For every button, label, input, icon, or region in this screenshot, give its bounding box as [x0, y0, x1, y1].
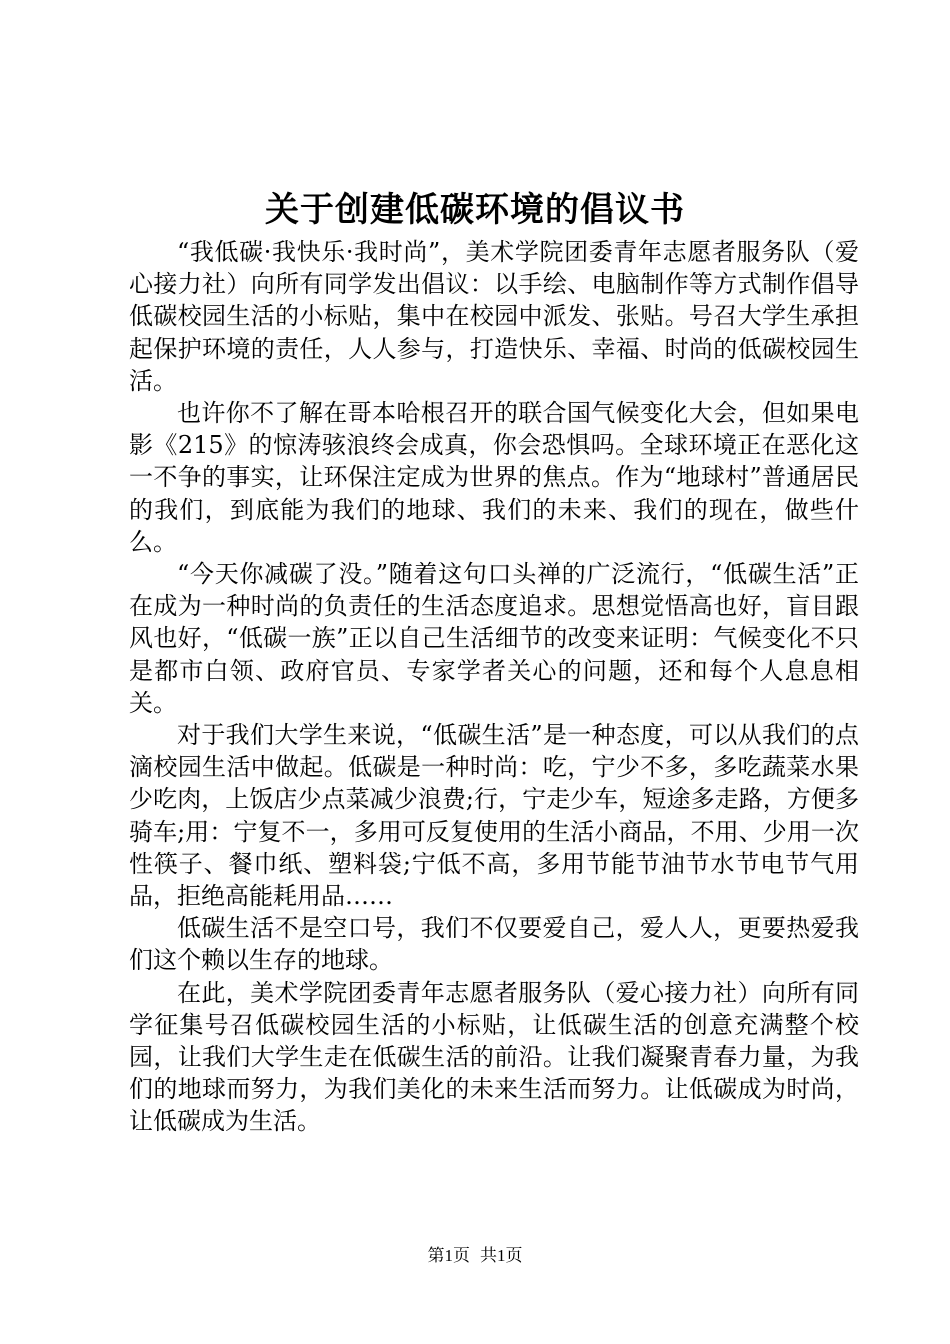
- paragraph: 对于我们大学生来说，“低碳生活”是一种态度，可以从我们的点滴校园生活中做起。低碳是一种时尚：吃，宁少不多，多吃蔬菜水果少吃肉，上饭店少点菜减少浪费;行，宁走少车，短途多走路，方便多骑车;用：宁复不一，多用可反复使用的生活小商品，不用、少用一次性筷子、餐巾纸、塑料袋;宁低不高，多用节能节油节水节电节气用品，拒绝高能耗用品……: [129, 721, 859, 911]
- paragraph: “今天你减碳了没。”随着这句口头禅的广泛流行，“低碳生活”正在成为一种时尚的负责任的生活态度追求。思想觉悟高也好，盲目跟风也好，“低碳一族”正以自己生活细节的改变来证明：气候变化不只是都市白领、政府官员、专家学者关心的问题，还和每个人息息相关。: [129, 560, 859, 717]
- page-number-current: 第1页: [427, 1246, 470, 1265]
- page-footer: [0, 1244, 950, 1268]
- paragraph: “我低碳·我快乐·我时尚”，美术学院团委青年志愿者服务队（爱心接力社）向所有同学发出倡议：以手绘、电脑制作等方式制作倡导低碳校园生活的小标贴，集中在校园中派发、张贴。号召大学生承担起保护环境的责任，人人参与，打造快乐、幸福、时尚的低碳校园生活。: [129, 238, 859, 395]
- page-number-total: 共1页: [480, 1246, 523, 1265]
- paragraph: 也许你不了解在哥本哈根召开的联合国气候变化大会，但如果电影《215》的惊涛骇浪终会成真，你会恐惧吗。全球环境正在恶化这一不争的事实，让环保注定成为世界的焦点。作为“地球村”普通居民的我们，到底能为我们的地球、我们的未来、我们的现在，做些什么。: [129, 399, 859, 556]
- document-title: 关于创建低碳环境的倡议书: [265, 190, 685, 230]
- paragraph: 在此，美术学院团委青年志愿者服务队（爱心接力社）向所有同学征集号召低碳校园生活的小标贴，让低碳生活的创意充满整个校园，让我们大学生走在低碳生活的前沿。让我们凝聚青春力量，为我们的地球而努力，为我们美化的未来生活而努力。让低碳成为时尚，让低碳成为生活。: [129, 978, 859, 1136]
- document-body: [129, 236, 859, 1138]
- paragraph: 低碳生活不是空口号，我们不仅要爱自己，爱人人，更要热爱我们这个赖以生存的地球。: [129, 914, 859, 975]
